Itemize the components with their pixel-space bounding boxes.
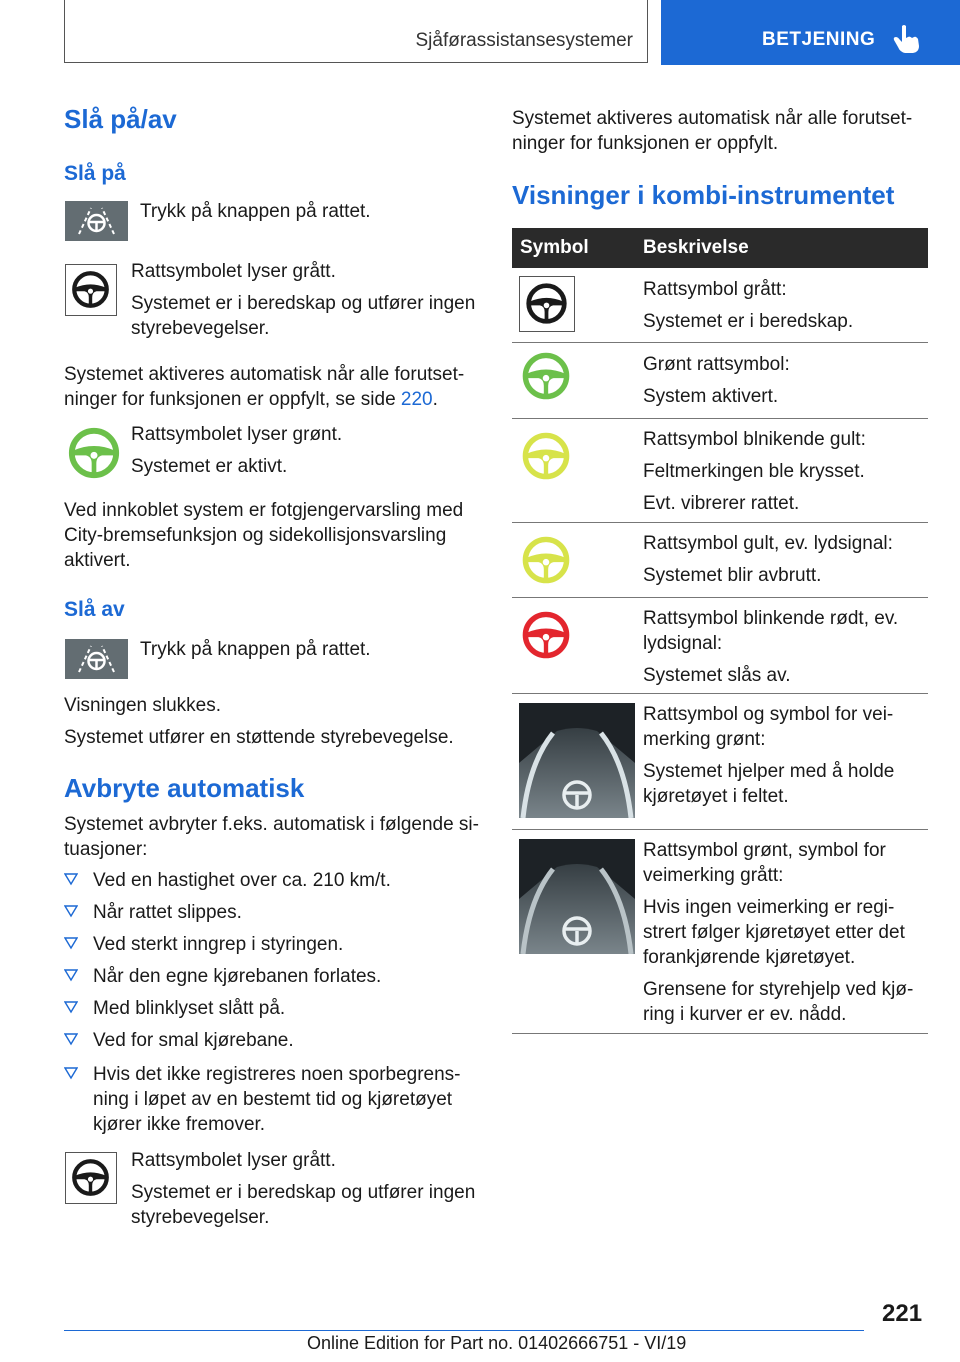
table-row-divider bbox=[512, 1033, 928, 1034]
list-item-text: Ved sterkt inngrep i styringen. bbox=[93, 934, 344, 955]
wheel-green-icon bbox=[66, 425, 122, 481]
end-standby-text-b: styrebevegelser. bbox=[131, 1207, 270, 1228]
right-intro-a: Systemet aktiveres automatisk når alle forutset‐ bbox=[512, 108, 913, 129]
wheel-grey-icon-table bbox=[519, 276, 575, 332]
activation-text-a: Systemet aktiveres automatisk når alle forutset‐ bbox=[64, 364, 465, 385]
list-item-cont-c: kjører ikke fremover. bbox=[93, 1114, 266, 1135]
table-cell-text: lydsignal: bbox=[643, 633, 723, 654]
on-press-text: Trykk på knappen på rattet. bbox=[140, 201, 371, 222]
table-row-divider bbox=[512, 693, 928, 694]
column-header-description: Beskrivelse bbox=[643, 237, 749, 258]
abort-intro-a: Systemet avbryter f.eks. automatisk i følgende si‐ bbox=[64, 814, 479, 835]
standby-text-b: styrebevegelser. bbox=[131, 318, 270, 339]
list-item-text: Når rattet slippes. bbox=[93, 902, 242, 923]
table-row-divider bbox=[512, 342, 928, 343]
table-cell-text: Hvis ingen veimerking er regi‐ bbox=[643, 897, 895, 918]
pedestrian-text-a: Ved innkoblet system er fotgjengervarsling med bbox=[64, 500, 464, 521]
standby-text-a: Systemet er i beredskap og utfører ingen bbox=[131, 293, 476, 314]
column-header-symbol: Symbol bbox=[520, 237, 589, 258]
table-cell-text: kjøretøyet i feltet. bbox=[643, 786, 789, 807]
triangle-bullet-icon bbox=[64, 872, 78, 886]
table-cell-text: ring i kurver er ev. nådd. bbox=[643, 1004, 847, 1025]
heading-auto-abort: Avbryte automatisk bbox=[64, 773, 305, 803]
table-row-divider bbox=[512, 522, 928, 523]
abort-intro-b: tuasjoner: bbox=[64, 839, 148, 860]
footer-divider bbox=[64, 1330, 864, 1331]
list-item-text: Ved en hastighet over ca. 210 km/t. bbox=[93, 870, 391, 891]
off-press-text: Trykk på knappen på rattet. bbox=[140, 639, 371, 660]
triangle-bullet-icon bbox=[64, 1032, 78, 1046]
display-off-text: Visningen slukkes. bbox=[64, 695, 222, 716]
table-cell-text: merking grønt: bbox=[643, 729, 766, 750]
pedestrian-text-b: City-bremsefunksjon og sidekollisjonsvarsling bbox=[64, 525, 447, 546]
table-cell-text: Systemet er i beredskap. bbox=[643, 311, 854, 332]
list-item-text: Når den egne kjørebanen forlates. bbox=[93, 966, 382, 987]
wheel-red-icon bbox=[520, 609, 572, 661]
end-standby-text-a: Systemet er i beredskap og utfører ingen bbox=[131, 1182, 476, 1203]
wheel-yellow-blinking-icon bbox=[520, 430, 572, 482]
table-cell-text: Systemet hjelper med å holde bbox=[643, 761, 895, 782]
activation-text-b: ninger for funksjonen er oppfylt, se side 220. bbox=[64, 389, 438, 410]
table-cell-text: veimerking grått: bbox=[643, 865, 784, 886]
list-item-text: Ved for smal kjørebane. bbox=[93, 1030, 294, 1051]
heading-switch-off: Slå av bbox=[64, 598, 125, 621]
wheel-green-icon-table bbox=[520, 350, 572, 402]
list-item-cont-b: ning i løpet av en bestemt tid og kjøretøyet bbox=[93, 1089, 453, 1110]
table-header bbox=[512, 228, 928, 268]
table-cell-text: strert følger kjøretøyet etter det bbox=[643, 922, 905, 943]
section-title: Sjåførassistansesystemer bbox=[415, 30, 633, 51]
lane-grey-display-icon bbox=[519, 839, 635, 954]
wheel-grey-icon-2 bbox=[65, 1152, 117, 1204]
active-text: Systemet er aktivt. bbox=[131, 456, 288, 477]
table-cell-text: forankjørende kjøretøyet. bbox=[643, 947, 856, 968]
supporting-steer-text: Systemet utfører en støttende styrebevegelse. bbox=[64, 727, 454, 748]
wheel-yellow-icon bbox=[520, 534, 572, 586]
page-link[interactable]: 220 bbox=[400, 389, 433, 410]
heading-on-off: Slå på/av bbox=[64, 104, 177, 134]
triangle-bullet-icon bbox=[64, 968, 78, 982]
wheel-grey-icon bbox=[65, 264, 117, 316]
chapter-tab[interactable] bbox=[661, 0, 960, 65]
edition-text: Online Edition for Part no. 01402666751 - VI/19 bbox=[307, 1333, 687, 1353]
green-symbol-text: Rattsymbolet lyser grønt. bbox=[131, 424, 343, 445]
table-cell-text: Grensene for styrehjelp ved kjø‐ bbox=[643, 979, 914, 1000]
triangle-bullet-icon bbox=[64, 936, 78, 950]
table-cell-text: System aktivert. bbox=[643, 386, 779, 407]
triangle-bullet-icon bbox=[64, 904, 78, 918]
lane-green-display-icon bbox=[519, 703, 635, 818]
table-cell-text: Rattsymbol blinkende rødt, ev. bbox=[643, 608, 899, 629]
triangle-bullet-icon bbox=[64, 1000, 78, 1014]
list-item-text: Med blinklyset slått på. bbox=[93, 998, 286, 1019]
header-section-box bbox=[64, 0, 648, 63]
table-cell-text: Systemet blir avbrutt. bbox=[643, 565, 822, 586]
pedestrian-text-c: aktivert. bbox=[64, 550, 131, 571]
table-row-divider bbox=[512, 418, 928, 419]
table-cell-text: Rattsymbol grått: bbox=[643, 279, 787, 300]
steering-assist-button-icon bbox=[65, 201, 128, 241]
chapter-tab-label: BETJENING bbox=[762, 29, 876, 50]
heading-switch-on: Slå på bbox=[64, 162, 126, 185]
table-cell-text: Evt. vibrerer rattet. bbox=[643, 493, 800, 514]
table-cell-text: Grønt rattsymbol: bbox=[643, 354, 790, 375]
right-intro-b: ninger for funksjonen er oppfylt. bbox=[512, 133, 779, 154]
table-cell-text: Systemet slås av. bbox=[643, 665, 791, 686]
table-cell-text: Feltmerkingen ble krysset. bbox=[643, 461, 865, 482]
pointing-hand-icon bbox=[893, 24, 921, 54]
triangle-bullet-icon bbox=[64, 1066, 78, 1080]
end-grey-symbol-text: Rattsymbolet lyser grått. bbox=[131, 1150, 336, 1171]
steering-assist-button-icon-2 bbox=[65, 639, 128, 679]
table-cell-text: Rattsymbol grønt, symbol for bbox=[643, 840, 886, 861]
table-row-divider bbox=[512, 829, 928, 830]
grey-symbol-text: Rattsymbolet lyser grått. bbox=[131, 261, 336, 282]
table-cell-text: Rattsymbol gult, ev. lydsignal: bbox=[643, 533, 893, 554]
page-number: 221 bbox=[882, 1300, 923, 1327]
table-row-divider bbox=[512, 597, 928, 598]
table-cell-text: Rattsymbol blnikende gult: bbox=[643, 429, 866, 450]
table-cell-text: Rattsymbol og symbol for vei‐ bbox=[643, 704, 894, 725]
heading-cluster-displays: Visninger i kombi-instrumentet bbox=[512, 180, 895, 210]
